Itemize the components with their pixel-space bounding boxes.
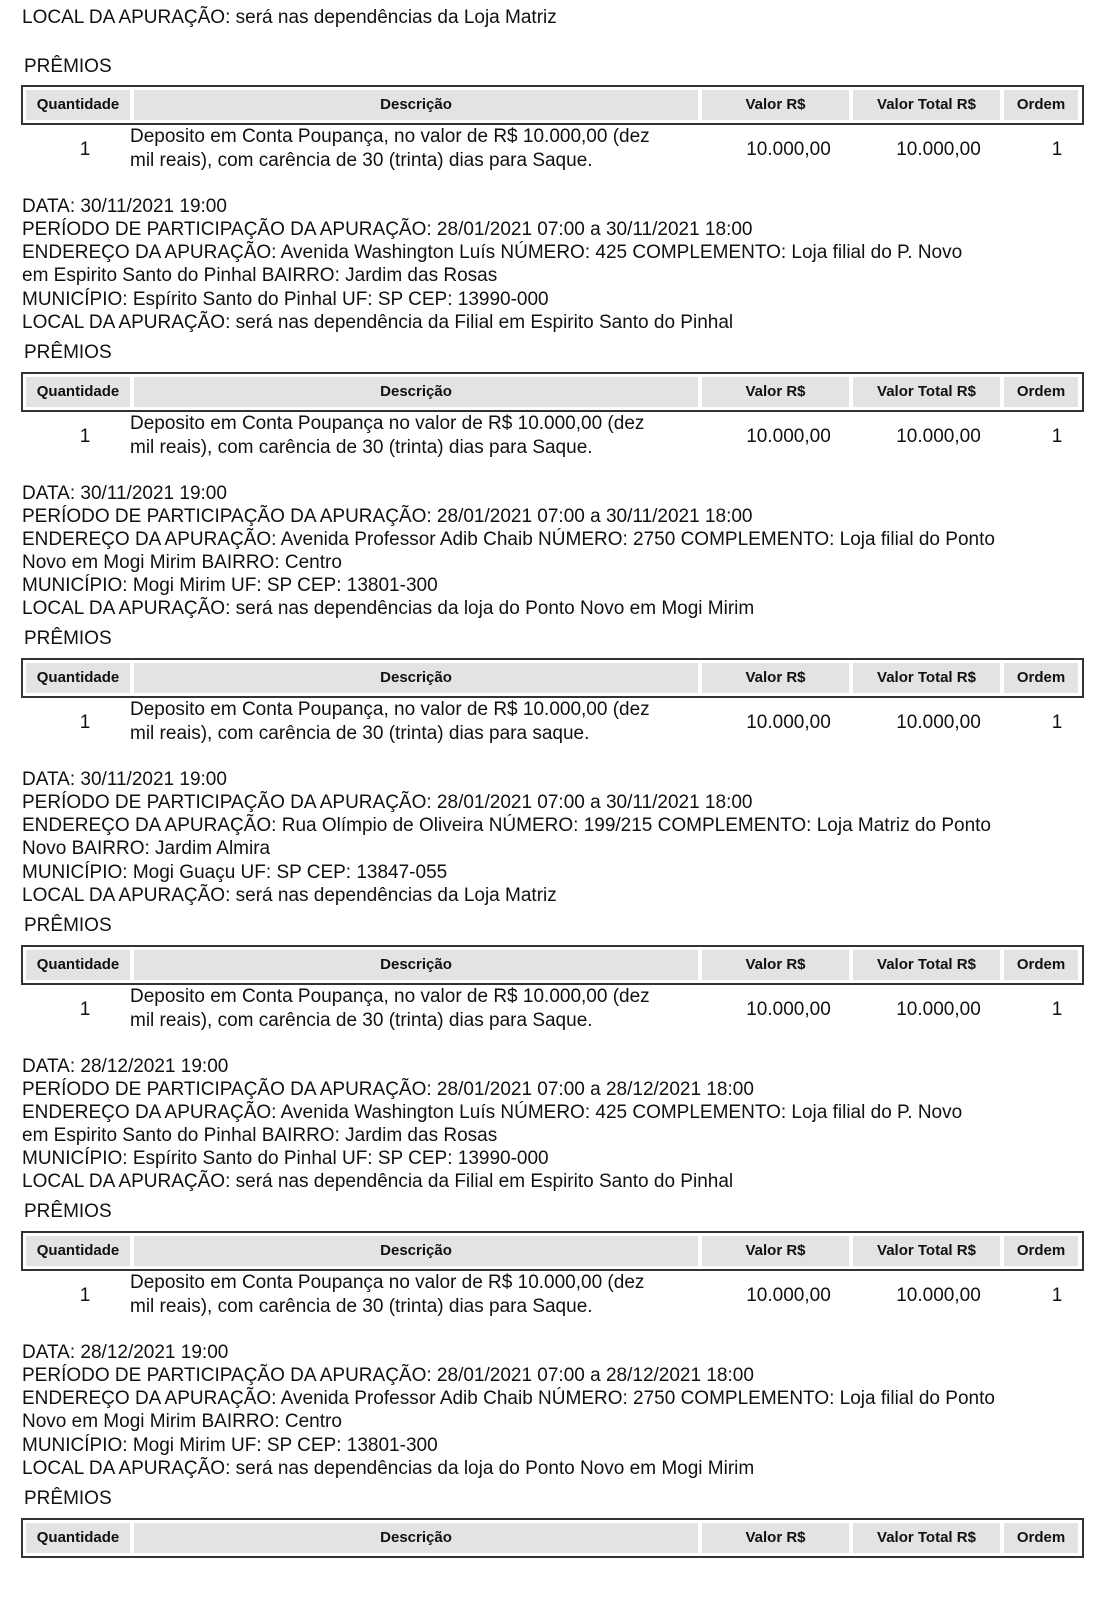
section-3-data: DATA: 30/11/2021 19:00 <box>22 769 227 790</box>
section-5-endereco: ENDEREÇO DA APURAÇÃO: Avenida Professor Adib Chaib NÚMERO: 2750 COMPLEMENTO: Loja filial do Ponto <box>22 1388 995 1409</box>
top-local-apuracao: LOCAL DA APURAÇÃO: será nas dependências da Loja Matriz <box>22 7 557 28</box>
header-ordem: Ordem <box>1004 377 1078 407</box>
prize-table <box>21 372 1084 464</box>
prize-table <box>21 658 1084 750</box>
section-5-periodo: PERÍODO DE PARTICIPAÇÃO DA APURAÇÃO: 28/01/2021 07:00 a 28/12/2021 18:00 <box>22 1365 754 1386</box>
section-2-local: LOCAL DA APURAÇÃO: será nas dependências da loja do Ponto Novo em Mogi Mirim <box>22 598 755 619</box>
section-5-endereco-cont: Novo em Mogi Mirim BAIRRO: Centro <box>22 1411 342 1432</box>
cell-descricao <box>130 985 690 1033</box>
cell-ordem: 1 <box>1051 426 1063 447</box>
cell-valor-total: 10.000,00 <box>896 426 981 447</box>
prize-table <box>21 1518 1084 1558</box>
cell-quantidade: 1 <box>79 426 91 447</box>
cell-quantidade: 1 <box>79 712 91 733</box>
header-quantidade: Quantidade <box>26 90 130 120</box>
table-header <box>21 1518 1084 1558</box>
cell-quantidade: 1 <box>79 999 91 1020</box>
section-3-local: LOCAL DA APURAÇÃO: será nas dependências da Loja Matriz <box>22 885 557 906</box>
header-descricao: Descrição <box>134 1523 698 1553</box>
prize-table <box>21 1231 1084 1323</box>
table-row <box>21 985 1084 1037</box>
descricao-line-1: Deposito em Conta Poupança, no valor de R$ 10.000,00 (dez <box>130 699 650 720</box>
table-row <box>21 412 1084 464</box>
cell-valor-total: 10.000,00 <box>896 139 981 160</box>
section-4-periodo: PERÍODO DE PARTICIPAÇÃO DA APURAÇÃO: 28/01/2021 07:00 a 28/12/2021 18:00 <box>22 1079 754 1100</box>
section-3-endereco: ENDEREÇO DA APURAÇÃO: Rua Olímpio de Oliveira NÚMERO: 199/215 COMPLEMENTO: Loja Matriz do Ponto <box>22 815 991 836</box>
header-valor: Valor R$ <box>702 1523 849 1553</box>
cell-valor: 10.000,00 <box>746 426 831 447</box>
cell-valor: 10.000,00 <box>746 999 831 1020</box>
section-1-periodo: PERÍODO DE PARTICIPAÇÃO DA APURAÇÃO: 28/01/2021 07:00 a 30/11/2021 18:00 <box>22 219 753 240</box>
cell-ordem: 1 <box>1051 139 1063 160</box>
header-valor-total: Valor Total R$ <box>853 90 1000 120</box>
cell-descricao <box>130 125 690 173</box>
table-header <box>21 1231 1084 1271</box>
section-4-local: LOCAL DA APURAÇÃO: será nas dependência da Filial em Espirito Santo do Pinhal <box>22 1171 734 1192</box>
cell-ordem: 1 <box>1051 712 1063 733</box>
header-ordem: Ordem <box>1004 90 1078 120</box>
section-5-municipio: MUNICÍPIO: Mogi Mirim UF: SP CEP: 13801-300 <box>22 1435 438 1456</box>
section-1-endereco-cont: em Espirito Santo do Pinhal BAIRRO: Jardim das Rosas <box>22 265 498 286</box>
section-4-data: DATA: 28/12/2021 19:00 <box>22 1056 229 1077</box>
section-5-local: LOCAL DA APURAÇÃO: será nas dependências da loja do Ponto Novo em Mogi Mirim <box>22 1458 755 1479</box>
premios-label: PRÊMIOS <box>24 1201 112 1222</box>
prize-table <box>21 945 1084 1037</box>
cell-valor-total: 10.000,00 <box>896 712 981 733</box>
cell-descricao <box>130 1271 690 1319</box>
descricao-line-2: mil reais), com carência de 30 (trinta) dias para Saque. <box>130 1010 593 1031</box>
section-2-municipio: MUNICÍPIO: Mogi Mirim UF: SP CEP: 13801-300 <box>22 575 438 596</box>
section-3-municipio: MUNICÍPIO: Mogi Guaçu UF: SP CEP: 13847-055 <box>22 862 448 883</box>
header-descricao: Descrição <box>134 663 698 693</box>
cell-ordem: 1 <box>1051 999 1063 1020</box>
header-descricao: Descrição <box>134 90 698 120</box>
header-valor-total: Valor Total R$ <box>853 1236 1000 1266</box>
section-4-municipio: MUNICÍPIO: Espírito Santo do Pinhal UF: SP CEP: 13990-000 <box>22 1148 549 1169</box>
cell-quantidade: 1 <box>79 1285 91 1306</box>
prize-table <box>21 85 1084 177</box>
section-5-data: DATA: 28/12/2021 19:00 <box>22 1342 229 1363</box>
section-2-periodo: PERÍODO DE PARTICIPAÇÃO DA APURAÇÃO: 28/01/2021 07:00 a 30/11/2021 18:00 <box>22 506 753 527</box>
cell-valor: 10.000,00 <box>746 712 831 733</box>
cell-valor-total: 10.000,00 <box>896 1285 981 1306</box>
premios-label: PRÊMIOS <box>24 628 112 649</box>
header-descricao: Descrição <box>134 1236 698 1266</box>
section-1-municipio: MUNICÍPIO: Espírito Santo do Pinhal UF: SP CEP: 13990-000 <box>22 289 549 310</box>
header-quantidade: Quantidade <box>26 377 130 407</box>
section-3-endereco-cont: Novo BAIRRO: Jardim Almira <box>22 838 271 859</box>
section-1-local: LOCAL DA APURAÇÃO: será nas dependência da Filial em Espirito Santo do Pinhal <box>22 312 734 333</box>
header-valor: Valor R$ <box>702 377 849 407</box>
header-valor-total: Valor Total R$ <box>853 1523 1000 1553</box>
table-header <box>21 658 1084 698</box>
cell-valor: 10.000,00 <box>746 139 831 160</box>
cell-valor-total: 10.000,00 <box>896 999 981 1020</box>
header-valor: Valor R$ <box>702 1236 849 1266</box>
section-2-endereco-cont: Novo em Mogi Mirim BAIRRO: Centro <box>22 552 342 573</box>
descricao-line-2: mil reais), com carência de 30 (trinta) dias para Saque. <box>130 150 593 171</box>
section-2-data: DATA: 30/11/2021 19:00 <box>22 483 227 504</box>
section-3-periodo: PERÍODO DE PARTICIPAÇÃO DA APURAÇÃO: 28/01/2021 07:00 a 30/11/2021 18:00 <box>22 792 753 813</box>
section-1-endereco: ENDEREÇO DA APURAÇÃO: Avenida Washington Luís NÚMERO: 425 COMPLEMENTO: Loja filial do P. Novo <box>22 242 963 263</box>
table-row <box>21 698 1084 750</box>
descricao-line-1: Deposito em Conta Poupança, no valor de R$ 10.000,00 (dez <box>130 126 650 147</box>
header-valor: Valor R$ <box>702 90 849 120</box>
section-1-data: DATA: 30/11/2021 19:00 <box>22 196 227 217</box>
table-row <box>21 1271 1084 1323</box>
header-quantidade: Quantidade <box>26 1523 130 1553</box>
cell-quantidade: 1 <box>79 139 91 160</box>
descricao-line-2: mil reais), com carência de 30 (trinta) dias para saque. <box>130 723 590 744</box>
section-4-endereco: ENDEREÇO DA APURAÇÃO: Avenida Washington Luís NÚMERO: 425 COMPLEMENTO: Loja filial do P. Novo <box>22 1102 963 1123</box>
header-valor: Valor R$ <box>702 663 849 693</box>
header-descricao: Descrição <box>134 377 698 407</box>
header-ordem: Ordem <box>1004 950 1078 980</box>
cell-descricao <box>130 698 690 746</box>
section-2-endereco: ENDEREÇO DA APURAÇÃO: Avenida Professor Adib Chaib NÚMERO: 2750 COMPLEMENTO: Loja filial do Ponto <box>22 529 995 550</box>
header-quantidade: Quantidade <box>26 663 130 693</box>
header-ordem: Ordem <box>1004 663 1078 693</box>
descricao-line-1: Deposito em Conta Poupança no valor de R$ 10.000,00 (dez <box>130 413 645 434</box>
header-ordem: Ordem <box>1004 1236 1078 1266</box>
header-quantidade: Quantidade <box>26 1236 130 1266</box>
header-quantidade: Quantidade <box>26 950 130 980</box>
descricao-line-1: Deposito em Conta Poupança, no valor de R$ 10.000,00 (dez <box>130 986 650 1007</box>
table-header <box>21 85 1084 125</box>
premios-label: PRÊMIOS <box>24 1488 112 1509</box>
table-header <box>21 372 1084 412</box>
cell-descricao <box>130 412 690 460</box>
header-valor: Valor R$ <box>702 950 849 980</box>
cell-valor: 10.000,00 <box>746 1285 831 1306</box>
descricao-line-1: Deposito em Conta Poupança no valor de R$ 10.000,00 (dez <box>130 1272 645 1293</box>
premios-label: PRÊMIOS <box>24 915 112 936</box>
header-descricao: Descrição <box>134 950 698 980</box>
descricao-line-2: mil reais), com carência de 30 (trinta) dias para Saque. <box>130 437 593 458</box>
table-row <box>21 125 1084 177</box>
header-ordem: Ordem <box>1004 1523 1078 1553</box>
table-header <box>21 945 1084 985</box>
header-valor-total: Valor Total R$ <box>853 950 1000 980</box>
premios-label: PRÊMIOS <box>24 56 112 77</box>
header-valor-total: Valor Total R$ <box>853 377 1000 407</box>
premios-label: PRÊMIOS <box>24 342 112 363</box>
section-4-endereco-cont: em Espirito Santo do Pinhal BAIRRO: Jardim das Rosas <box>22 1125 498 1146</box>
descricao-line-2: mil reais), com carência de 30 (trinta) dias para Saque. <box>130 1296 593 1317</box>
header-valor-total: Valor Total R$ <box>853 663 1000 693</box>
cell-ordem: 1 <box>1051 1285 1063 1306</box>
